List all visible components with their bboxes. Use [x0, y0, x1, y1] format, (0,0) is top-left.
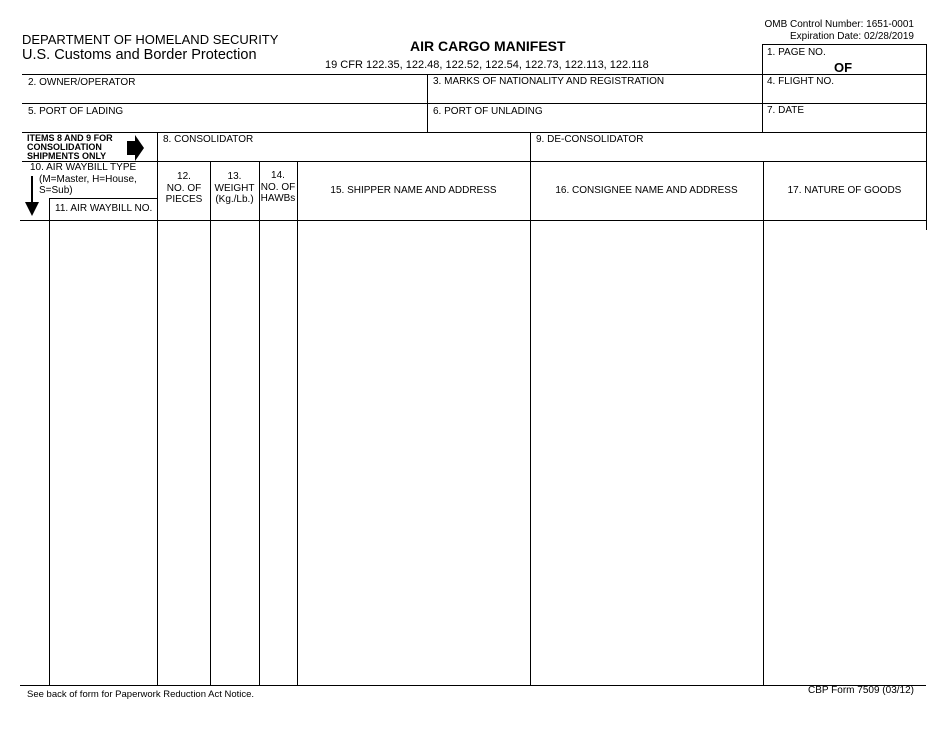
col-line-consignee	[530, 161, 531, 685]
marks-nationality-input[interactable]	[434, 89, 756, 102]
paperwork-notice: See back of form for Paperwork Reduction Act Notice.	[27, 689, 255, 700]
pieces-header-l3: PIECES	[165, 194, 203, 205]
weight-header-l3: (Kg./Lb.)	[215, 194, 254, 205]
col-line-hawbs	[259, 161, 260, 685]
hawbs-header-l1: 14.	[271, 170, 285, 181]
weight-header-l2: WEIGHT	[214, 183, 255, 194]
hawbs-entry[interactable]	[261, 222, 296, 684]
nature-entry[interactable]	[765, 222, 925, 684]
waybill-type-entry[interactable]	[22, 222, 48, 684]
pieces-header-l2: NO. OF	[166, 183, 202, 194]
consignee-entry[interactable]	[532, 222, 762, 684]
flight-no-input[interactable]	[768, 89, 920, 102]
form-title: AIR CARGO MANIFEST	[410, 38, 566, 54]
table-bottom-border	[20, 685, 926, 686]
waybill-no-header: 11. AIR WAYBILL NO.	[55, 203, 153, 214]
row-divider-lading	[22, 103, 926, 104]
expiration-date: Expiration Date: 02/28/2019	[790, 31, 914, 42]
omb-control-number: OMB Control Number: 1651-0001	[764, 19, 914, 30]
col-line-shipper	[297, 161, 298, 685]
waybill-type-header-l2: (M=Master, H=House,	[39, 174, 137, 185]
weight-header-l1: 13.	[227, 171, 242, 182]
hawbs-header-l3: HAWBs	[260, 193, 296, 204]
page-number-input[interactable]	[790, 60, 830, 74]
weight-entry[interactable]	[212, 222, 258, 684]
pieces-entry[interactable]	[159, 222, 209, 684]
pieces-header-l1: 12.	[177, 171, 191, 182]
col-line-waybill-no	[49, 198, 50, 685]
shipper-entry[interactable]	[299, 222, 529, 684]
port-unlading-input[interactable]	[434, 118, 756, 131]
column-header-bottom	[20, 220, 926, 221]
nature-header: 17. NATURE OF GOODS	[787, 185, 902, 196]
consolidator-input[interactable]	[163, 147, 523, 160]
consolidator-label: 8. CONSOLIDATOR	[163, 134, 254, 145]
consignee-header: 16. CONSIGNEE NAME AND ADDRESS	[555, 185, 738, 196]
page-no-box-top-border	[762, 44, 926, 45]
down-arrow-icon	[25, 176, 39, 216]
date-label: 7. DATE	[767, 105, 805, 116]
row-divider-top	[22, 74, 926, 75]
form-right-border	[926, 44, 927, 230]
port-lading-label: 5. PORT OF LADING	[28, 106, 124, 117]
waybill-type-header-l1: 10. AIR WAYBILL TYPE	[30, 162, 137, 173]
consolidation-note-line-3: SHIPMENTS ONLY	[27, 151, 107, 161]
cfr-citation: 19 CFR 122.35, 122.48, 122.52, 122.54, 122.73, 122.113, 122.118	[325, 59, 649, 71]
page-of-label: OF	[834, 60, 853, 75]
flight-no-label: 4. FLIGHT NO.	[767, 76, 835, 87]
agency-line-1: DEPARTMENT OF HOMELAND SECURITY	[22, 32, 279, 47]
port-lading-input[interactable]	[30, 118, 420, 131]
waybill-type-header-l3: S=Sub)	[39, 185, 73, 196]
form-number: CBP Form 7509 (03/12)	[808, 685, 914, 696]
col-line-pieces	[157, 161, 158, 685]
deconsolidator-label: 9. DE-CONSOLIDATOR	[536, 134, 644, 145]
waybill-no-entry[interactable]	[51, 222, 156, 684]
waybill-header-divider	[49, 198, 157, 199]
hawbs-header-l2: NO. OF	[260, 182, 296, 193]
consolidation-note-line-1: ITEMS 8 AND 9 FOR	[27, 133, 113, 143]
agency-line-2: U.S. Customs and Border Protection	[22, 47, 257, 63]
col-line-weight	[210, 161, 211, 685]
consolidator-divider	[530, 132, 531, 161]
right-arrow-icon	[127, 135, 145, 161]
consolidation-note-divider	[157, 132, 158, 161]
page-total-input[interactable]	[860, 60, 900, 74]
shipper-header: 15. SHIPPER NAME AND ADDRESS	[330, 185, 497, 196]
date-input[interactable]	[768, 118, 920, 131]
port-unlading-label: 6. PORT OF UNLADING	[433, 106, 543, 117]
marks-nationality-label: 3. MARKS OF NATIONALITY AND REGISTRATION	[433, 76, 665, 87]
page-no-box-left-border	[762, 44, 763, 75]
col-line-nature	[763, 161, 764, 685]
owner-operator-label: 2. OWNER/OPERATOR	[28, 77, 136, 88]
owner-operator-input[interactable]	[30, 89, 420, 102]
page-no-label: 1. PAGE NO.	[767, 47, 826, 58]
consolidation-note-line-2: CONSOLIDATION	[27, 142, 102, 152]
deconsolidator-input[interactable]	[536, 147, 921, 160]
